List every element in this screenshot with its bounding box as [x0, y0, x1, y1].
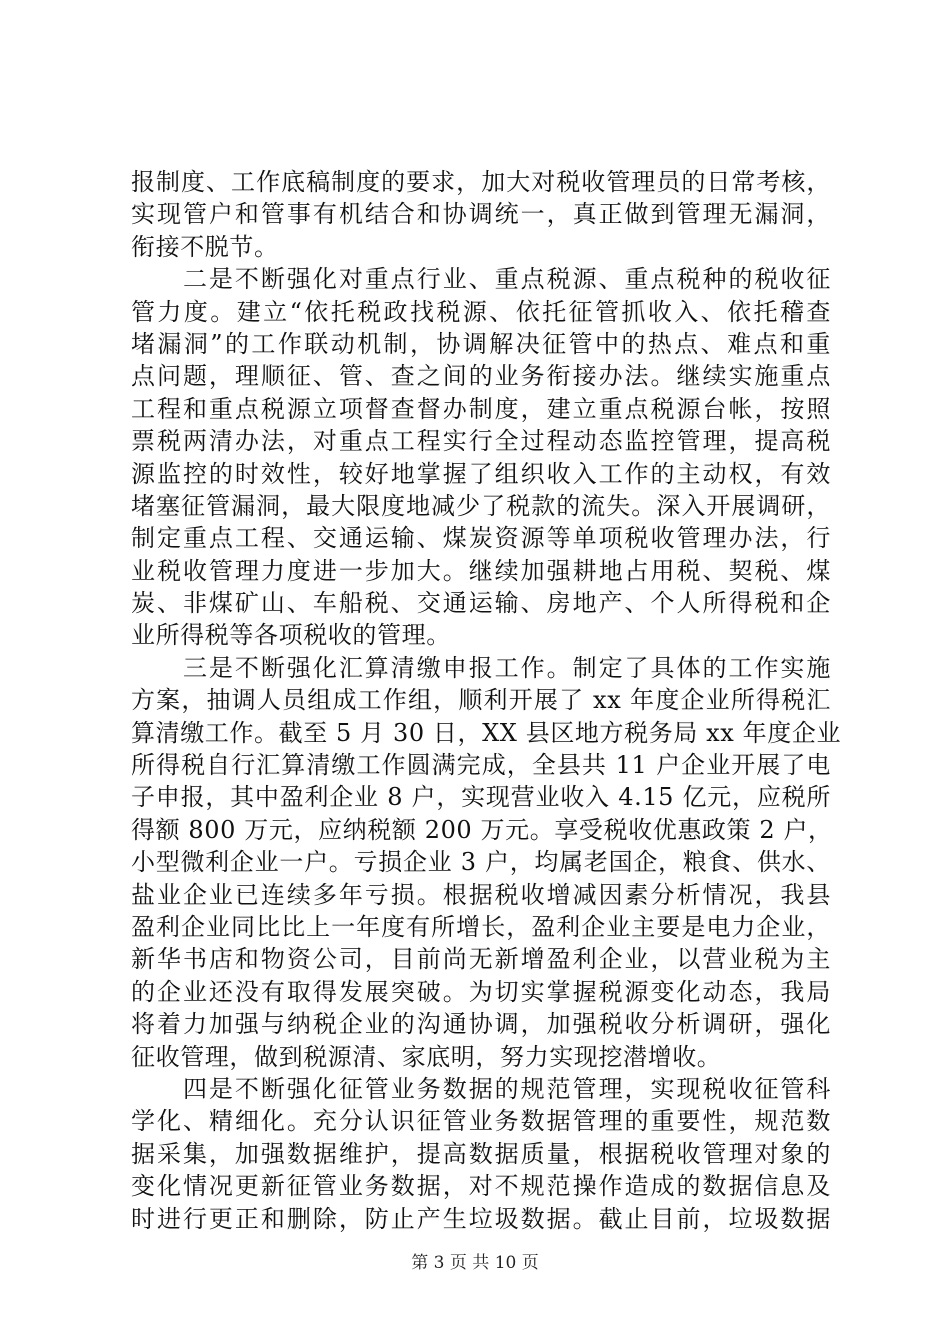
- text-line: 源监控的时效性，较好地掌握了组织收入工作的主动权，有效: [131, 459, 831, 488]
- text-line: 实现管户和管事有机结合和协调统一，真正做到管理无漏洞，: [131, 200, 831, 229]
- text-line: 学化、精细化。充分认识征管业务数据管理的重要性，规范数: [131, 1107, 831, 1136]
- text-line: 业所得税等各项税收的管理。: [131, 621, 451, 650]
- text-line: 方案，抽调人员组成工作组，顺利开展了 xx 年度企业所得税汇: [131, 686, 831, 715]
- text-line: 衔接不脱节。: [131, 232, 279, 261]
- text-line: 将着力加强与纳税企业的沟通协调，加强税收分析调研，强化: [131, 1010, 831, 1039]
- text-line: 新华书店和物资公司，目前尚无新增盈利企业，以营业税为主: [131, 945, 831, 974]
- text-line: 据采集，加强数据维护，提高数据质量，根据税收管理对象的: [131, 1139, 831, 1168]
- text-line: 小型微利企业一户。亏损企业 3 户，均属老国企，粮食、供水、: [131, 848, 831, 877]
- text-line: 子申报，其中盈利企业 8 户，实现营业收入 4.15 亿元，应税所: [131, 783, 831, 812]
- text-line: 业税收管理力度进一步加大。继续加强耕地占用税、契税、煤: [131, 556, 831, 585]
- text-line: 所得税自行汇算清缴工作圆满完成，全县共 11 户企业开展了电: [131, 751, 831, 780]
- text-line: 堵塞征管漏洞，最大限度地减少了税款的流失。深入开展调研，: [131, 491, 831, 520]
- text-line: 时进行更正和删除，防止产生垃圾数据。截止目前，垃圾数据: [131, 1204, 831, 1233]
- text-line: 盐业企业已连续多年亏损。根据税收增减因素分析情况，我县: [131, 880, 831, 909]
- page-number-footer: 第 3 页 共 10 页: [411, 1253, 539, 1273]
- text-line: 盈利企业同比比上一年度有所增长，盈利企业主要是电力企业，: [131, 912, 831, 941]
- text-line: 得额 800 万元，应纳税额 200 万元。享受税收优惠政策 2 户，: [131, 815, 833, 844]
- text-line: 三是不断强化汇算清缴申报工作。制定了具体的工作实施: [131, 653, 831, 682]
- text-line: 点问题，理顺征、管、查之间的业务衔接办法。继续实施重点: [131, 362, 831, 391]
- text-line: 票税两清办法，对重点工程实行全过程动态监控管理，提高税: [131, 427, 831, 456]
- text-line: 二是不断强化对重点行业、重点税源、重点税种的税收征: [131, 265, 831, 294]
- text-line: 制定重点工程、交通运输、煤炭资源等单项税收管理办法，行: [131, 524, 831, 553]
- text-line: 管力度。建立“依托税政找税源、依托征管抓收入、依托稽查: [131, 297, 831, 326]
- text-line: 四是不断强化征管业务数据的规范管理，实现税收征管科: [131, 1074, 831, 1103]
- text-line: 算清缴工作。截至 5 月 30 日，XX 县区地方税务局 xx 年度企业: [131, 718, 842, 747]
- text-line: 工程和重点税源立项督查督办制度，建立重点税源台帐，按照: [131, 394, 831, 423]
- document-body: [131, 166, 842, 1235]
- text-line: 炭、非煤矿山、车船税、交通运输、房地产、个人所得税和企: [131, 589, 831, 618]
- text-line: 征收管理，做到税源清、家底明，努力实现挖潜增收。: [131, 1042, 722, 1071]
- text-line: 变化情况更新征管业务数据，对不规范操作造成的数据信息及: [131, 1172, 831, 1201]
- text-line: 的企业还没有取得发展突破。为切实掌握税源变化动态，我局: [131, 977, 831, 1006]
- text-line: 报制度、工作底稿制度的要求，加大对税收管理员的日常考核，: [131, 168, 831, 196]
- text-line: 堵漏洞”的工作联动机制，协调解决征管中的热点、难点和重: [131, 329, 831, 358]
